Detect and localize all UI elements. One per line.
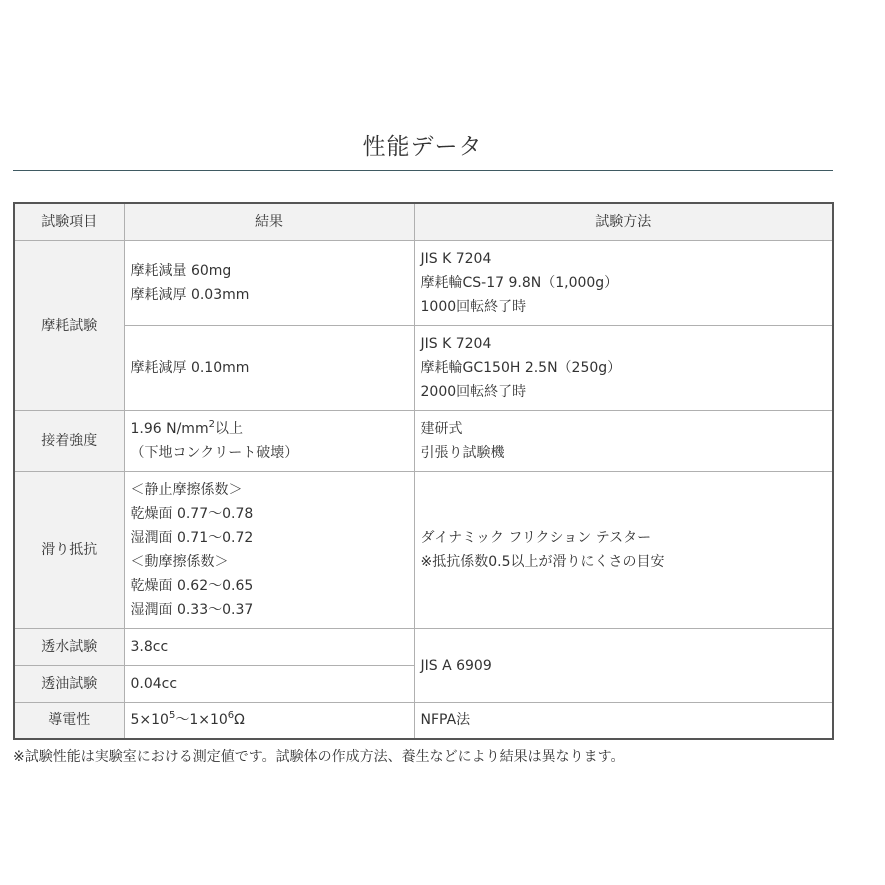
table-row: [14, 326, 833, 411]
method-line: 摩耗輪GC150H 2.5N（250g）: [420, 360, 622, 376]
adhesion-note: （下地コンクリート破壊）: [130, 445, 299, 461]
conductivity-part: ～1×10: [175, 712, 228, 729]
method-line: 建研式: [420, 421, 463, 437]
result-line: ＜静止摩擦係数＞: [130, 482, 243, 498]
adhesion-value: 1.96 N/mm: [130, 421, 209, 437]
page-title: 性能データ: [362, 134, 483, 160]
result-line: 乾燥面 0.77～0.78: [130, 506, 254, 522]
method-line: 2000回転終了時: [420, 384, 527, 400]
conductivity-part: 5×10: [130, 712, 169, 729]
method-line: 摩耗輪CS-17 9.8N（1,000g）: [420, 275, 619, 291]
adhesion-label: 接着強度: [14, 411, 124, 472]
result-line: 摩耗減厚 0.03mm: [130, 287, 250, 303]
adhesion-method: [414, 411, 833, 472]
abrasion-method-1: [414, 241, 833, 326]
abrasion-method-2: [414, 326, 833, 411]
table-row: [14, 629, 833, 666]
conductivity-exponent: 5: [168, 710, 176, 722]
table-row: [14, 411, 833, 472]
abrasion-result-2: [124, 326, 414, 411]
permeability-method: JIS A 6909: [414, 629, 833, 703]
table-header-row: [14, 203, 833, 241]
conductivity-part: Ω: [234, 712, 245, 729]
water-permeability-label: 透水試験: [14, 629, 124, 666]
method-line: 1000回転終了時: [420, 299, 527, 315]
abrasion-result-1: [124, 241, 414, 326]
method-line: 引張り試験機: [420, 445, 505, 461]
result-line: 湿潤面 0.33～0.37: [130, 602, 254, 618]
method-line: ※抵抗係数0.5以上が滑りにくさの目安: [420, 554, 665, 570]
table-row: [14, 472, 833, 629]
header-test-item: 試験項目: [14, 203, 124, 241]
result-line: 湿潤面 0.71～0.72: [130, 530, 254, 546]
abrasion-test-label: 摩耗試験: [14, 241, 124, 411]
oil-permeability-label: 透油試験: [14, 666, 124, 703]
slip-resistance-label: 滑り抵抗: [14, 472, 124, 629]
oil-permeability-result: 0.04cc: [124, 666, 414, 703]
table-row: [14, 703, 833, 739]
adhesion-result: [124, 411, 414, 472]
water-permeability-result: 3.8cc: [124, 629, 414, 666]
title-divider: [13, 170, 833, 171]
conductivity-exponent: 6: [227, 710, 235, 722]
footnote: ※試験性能は実験室における測定値です。試験体の作成方法、養生などにより結果は異なります。: [13, 749, 625, 765]
adhesion-exponent: 2: [208, 419, 215, 430]
slip-method: [414, 472, 833, 629]
method-line: ダイナミック フリクション テスター: [420, 530, 652, 546]
method-line: JIS K 7204: [420, 336, 492, 352]
result-line: 摩耗減厚 0.10mm: [130, 360, 250, 376]
slip-result: [124, 472, 414, 629]
result-line: 乾燥面 0.62～0.65: [130, 578, 254, 594]
header-test-method: 試験方法: [414, 203, 833, 241]
conductivity-result: [124, 703, 414, 739]
table-row: [14, 241, 833, 326]
result-line: ＜動摩擦係数＞: [130, 554, 229, 570]
performance-table: [13, 202, 834, 740]
adhesion-suffix: 以上: [214, 421, 243, 437]
result-line: 摩耗減量 60mg: [130, 263, 232, 279]
adhesion-value-line: [131, 417, 406, 441]
header-result: 結果: [124, 203, 414, 241]
conductivity-label: 導電性: [14, 703, 124, 739]
method-line: JIS K 7204: [420, 251, 492, 267]
conductivity-method: NFPA法: [414, 703, 833, 739]
